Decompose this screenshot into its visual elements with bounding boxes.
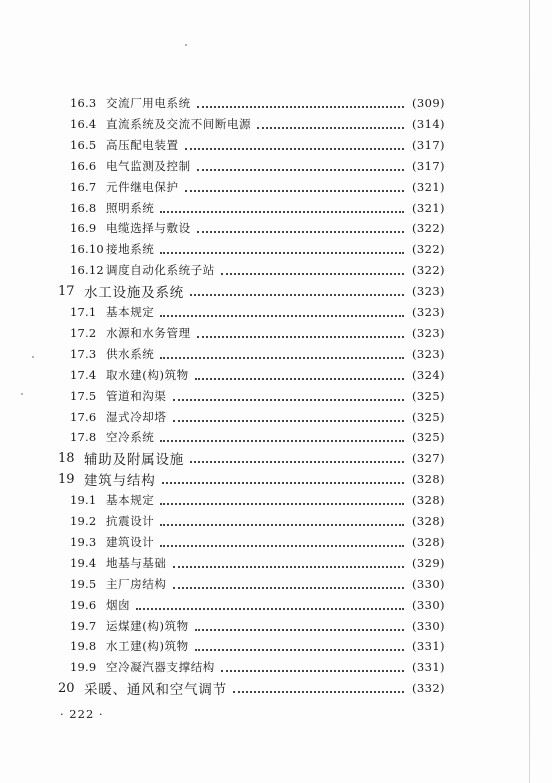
toc-entry-number: 17 [58, 283, 75, 299]
toc-entry-title: 电气监测及控制 [106, 158, 191, 173]
toc-entry-page: (331) [412, 660, 445, 675]
toc-entry-page: (323) [412, 346, 445, 361]
toc-entry-number: 19.6 [70, 597, 97, 612]
toc-leader-dots [197, 230, 404, 233]
toc-leader-dots [195, 648, 404, 651]
toc-entry-page: (317) [412, 137, 445, 152]
toc-section-row [0, 198, 552, 218]
toc-leader-dots [173, 586, 404, 589]
toc-leader-dots [162, 481, 404, 484]
toc-leader-dots [173, 565, 404, 568]
toc-entry-title: 运煤建(构)筑物 [106, 618, 189, 633]
toc-section-row [0, 657, 552, 677]
toc-entry-page: (327) [412, 451, 445, 466]
toc-entry-number: 19 [58, 471, 75, 487]
toc-entry-title: 主厂房结构 [106, 576, 167, 591]
toc-section-row [0, 218, 552, 238]
toc-leader-dots [160, 544, 404, 547]
toc-entry-number: 19.7 [70, 618, 97, 633]
toc-section-row [0, 302, 552, 322]
toc-entry-title: 抗震设计 [106, 514, 155, 528]
toc-entry-title: 采暖、通风和空气调节 [84, 682, 227, 699]
toc-entry-title: 地基与基础 [106, 555, 167, 570]
toc-section-row [0, 93, 552, 113]
toc-section-row [0, 365, 552, 385]
toc-entry-page: (321) [412, 179, 445, 194]
toc-entry-number: 16.4 [70, 116, 97, 131]
toc-section-row [0, 386, 552, 406]
toc-leader-dots [190, 293, 404, 296]
toc-entry-number: 18 [58, 450, 75, 466]
toc-entry-page: (328) [412, 472, 445, 487]
toc-entry-number: 19.8 [70, 639, 97, 654]
toc-entry-title: 直流系统及交流不间断电源 [106, 116, 252, 131]
toc-entry-number: 19.3 [70, 534, 97, 549]
toc-section-row [0, 135, 552, 155]
toc-leader-dots [195, 377, 404, 380]
toc-entry-title: 照明系统 [106, 200, 155, 215]
toc-entry-page: (317) [412, 158, 445, 173]
toc-leader-dots [190, 460, 404, 463]
toc-entry-title: 空冷系统 [106, 430, 155, 445]
toc-entry-page: (323) [412, 305, 445, 319]
toc-leader-dots [160, 502, 404, 505]
toc-leader-dots [160, 439, 404, 442]
toc-entry-number: 19.1 [70, 493, 97, 508]
toc-entry-number: 17.4 [70, 367, 97, 382]
toc-entry-page: (328) [412, 514, 445, 528]
toc-entry-number: 19.9 [70, 660, 97, 675]
toc-section-row [0, 616, 552, 636]
toc-entry-number: 17.6 [70, 409, 97, 424]
toc-entry-number: 17.8 [70, 430, 97, 445]
toc-entry-page: (328) [412, 493, 445, 508]
toc-section-row [0, 239, 552, 259]
toc-leader-dots [197, 335, 404, 338]
toc-entry-title: 建筑与结构 [84, 473, 156, 490]
toc-entry-page: (329) [412, 555, 445, 570]
toc-entry-page: (323) [412, 325, 445, 340]
toc-entry-number: 16.3 [70, 96, 97, 110]
toc-section-row [0, 636, 552, 656]
toc-entry-number: 16.10 [70, 242, 104, 257]
toc-entry-number: 16.12 [70, 263, 104, 278]
toc-entry-title: 基本规定 [106, 305, 155, 319]
toc-section-row [0, 344, 552, 364]
toc-entry-page: (323) [412, 284, 445, 299]
toc-section-row [0, 177, 552, 197]
toc-entry-page: (324) [412, 367, 445, 382]
toc-leader-dots [221, 669, 404, 672]
toc-entry-page: (322) [412, 221, 445, 236]
toc-leader-dots [160, 356, 404, 359]
toc-entry-page: (325) [412, 388, 445, 403]
toc-entry-page: (325) [412, 430, 445, 445]
toc-entry-title: 基本规定 [106, 493, 155, 508]
toc-entry-number: 16.6 [70, 158, 97, 173]
toc-entry-number: 19.2 [70, 514, 97, 528]
toc-section-row [0, 574, 552, 594]
toc-chapter-row [0, 678, 552, 698]
toc-section-row [0, 156, 552, 176]
toc-entry-title: 水工建(构)筑物 [106, 639, 189, 654]
toc-section-row [0, 511, 552, 531]
toc-section-row [0, 553, 552, 573]
toc-leader-dots [160, 210, 404, 213]
toc-entry-title: 高压配电装置 [106, 137, 179, 152]
toc-entry-title: 电缆选择与敷设 [106, 221, 191, 236]
toc-entry-number: 16.7 [70, 179, 97, 194]
toc-entry-page: (322) [412, 242, 445, 257]
toc-entry-title: 空冷凝汽器支撑结构 [106, 660, 215, 675]
toc-leader-dots [160, 523, 404, 526]
toc-section-row [0, 407, 552, 427]
toc-leader-dots [173, 419, 404, 422]
toc-leader-dots [233, 690, 404, 693]
toc-entry-title: 供水系统 [106, 346, 155, 361]
toc-entry-number: 16.5 [70, 137, 97, 152]
toc-leader-dots [195, 628, 404, 631]
toc-entry-title: 元件继电保护 [106, 179, 179, 194]
toc-entry-number: 17.1 [70, 305, 97, 319]
toc-section-row [0, 114, 552, 134]
toc-entry-page: (332) [412, 681, 445, 696]
toc-leader-dots [136, 607, 404, 610]
toc-entry-title: 辅助及附属设施 [84, 452, 185, 469]
toc-leader-dots [197, 105, 404, 108]
toc-entry-number: 17.3 [70, 346, 97, 361]
toc-entry-title: 建筑设计 [106, 534, 155, 549]
toc-section-row [0, 260, 552, 280]
toc-entry-number: 20 [58, 680, 75, 696]
print-speck [185, 44, 187, 46]
toc-entry-title: 水工设施及系统 [84, 285, 185, 302]
toc-entry-page: (328) [412, 534, 445, 549]
toc-section-row [0, 427, 552, 447]
toc-section-row [0, 595, 552, 615]
toc-entry-number: 19.5 [70, 576, 97, 591]
toc-leader-dots [160, 251, 404, 254]
toc-leader-dots [185, 189, 404, 192]
toc-section-row [0, 323, 552, 343]
toc-entry-number: 17.5 [70, 388, 97, 403]
toc-leader-dots [185, 147, 404, 150]
toc-chapter-row [0, 448, 552, 468]
toc-entry-page: (330) [412, 597, 445, 612]
toc-leader-dots [197, 168, 404, 171]
page-number-footer: · 222 · [60, 707, 104, 721]
toc-entry-page: (330) [412, 576, 445, 591]
toc-entry-number: 16.8 [70, 200, 97, 215]
toc-chapter-row [0, 469, 552, 489]
toc-entry-title: 烟囱 [106, 597, 131, 612]
toc-leader-dots [160, 314, 404, 317]
toc-entry-title: 管道和沟渠 [106, 388, 167, 403]
toc-entry-title: 调度自动化系统子站 [106, 263, 215, 278]
toc-entry-page: (321) [412, 200, 445, 215]
toc-section-row [0, 532, 552, 552]
toc-leader-dots [257, 126, 404, 129]
toc-leader-dots [173, 398, 404, 401]
toc-entry-page: (325) [412, 409, 445, 424]
toc-entry-page: (331) [412, 639, 445, 654]
toc-entry-title: 水源和水务管理 [106, 325, 191, 340]
toc-section-row [0, 490, 552, 510]
toc-entry-title: 湿式冷却塔 [106, 409, 167, 424]
toc-entry-page: (330) [412, 618, 445, 633]
toc-entry-title: 接地系统 [106, 242, 155, 257]
toc-entry-number: 17.2 [70, 325, 97, 340]
toc-entry-page: (309) [412, 96, 445, 110]
toc-entry-title: 取水建(构)筑物 [106, 367, 189, 382]
toc-chapter-row [0, 281, 552, 301]
toc-leader-dots [221, 272, 404, 275]
toc-entry-page: (322) [412, 263, 445, 278]
toc-entry-title: 交流厂用电系统 [106, 96, 191, 110]
toc-entry-number: 16.9 [70, 221, 97, 236]
toc-entry-page: (314) [412, 116, 445, 131]
toc-entry-number: 19.4 [70, 555, 97, 570]
